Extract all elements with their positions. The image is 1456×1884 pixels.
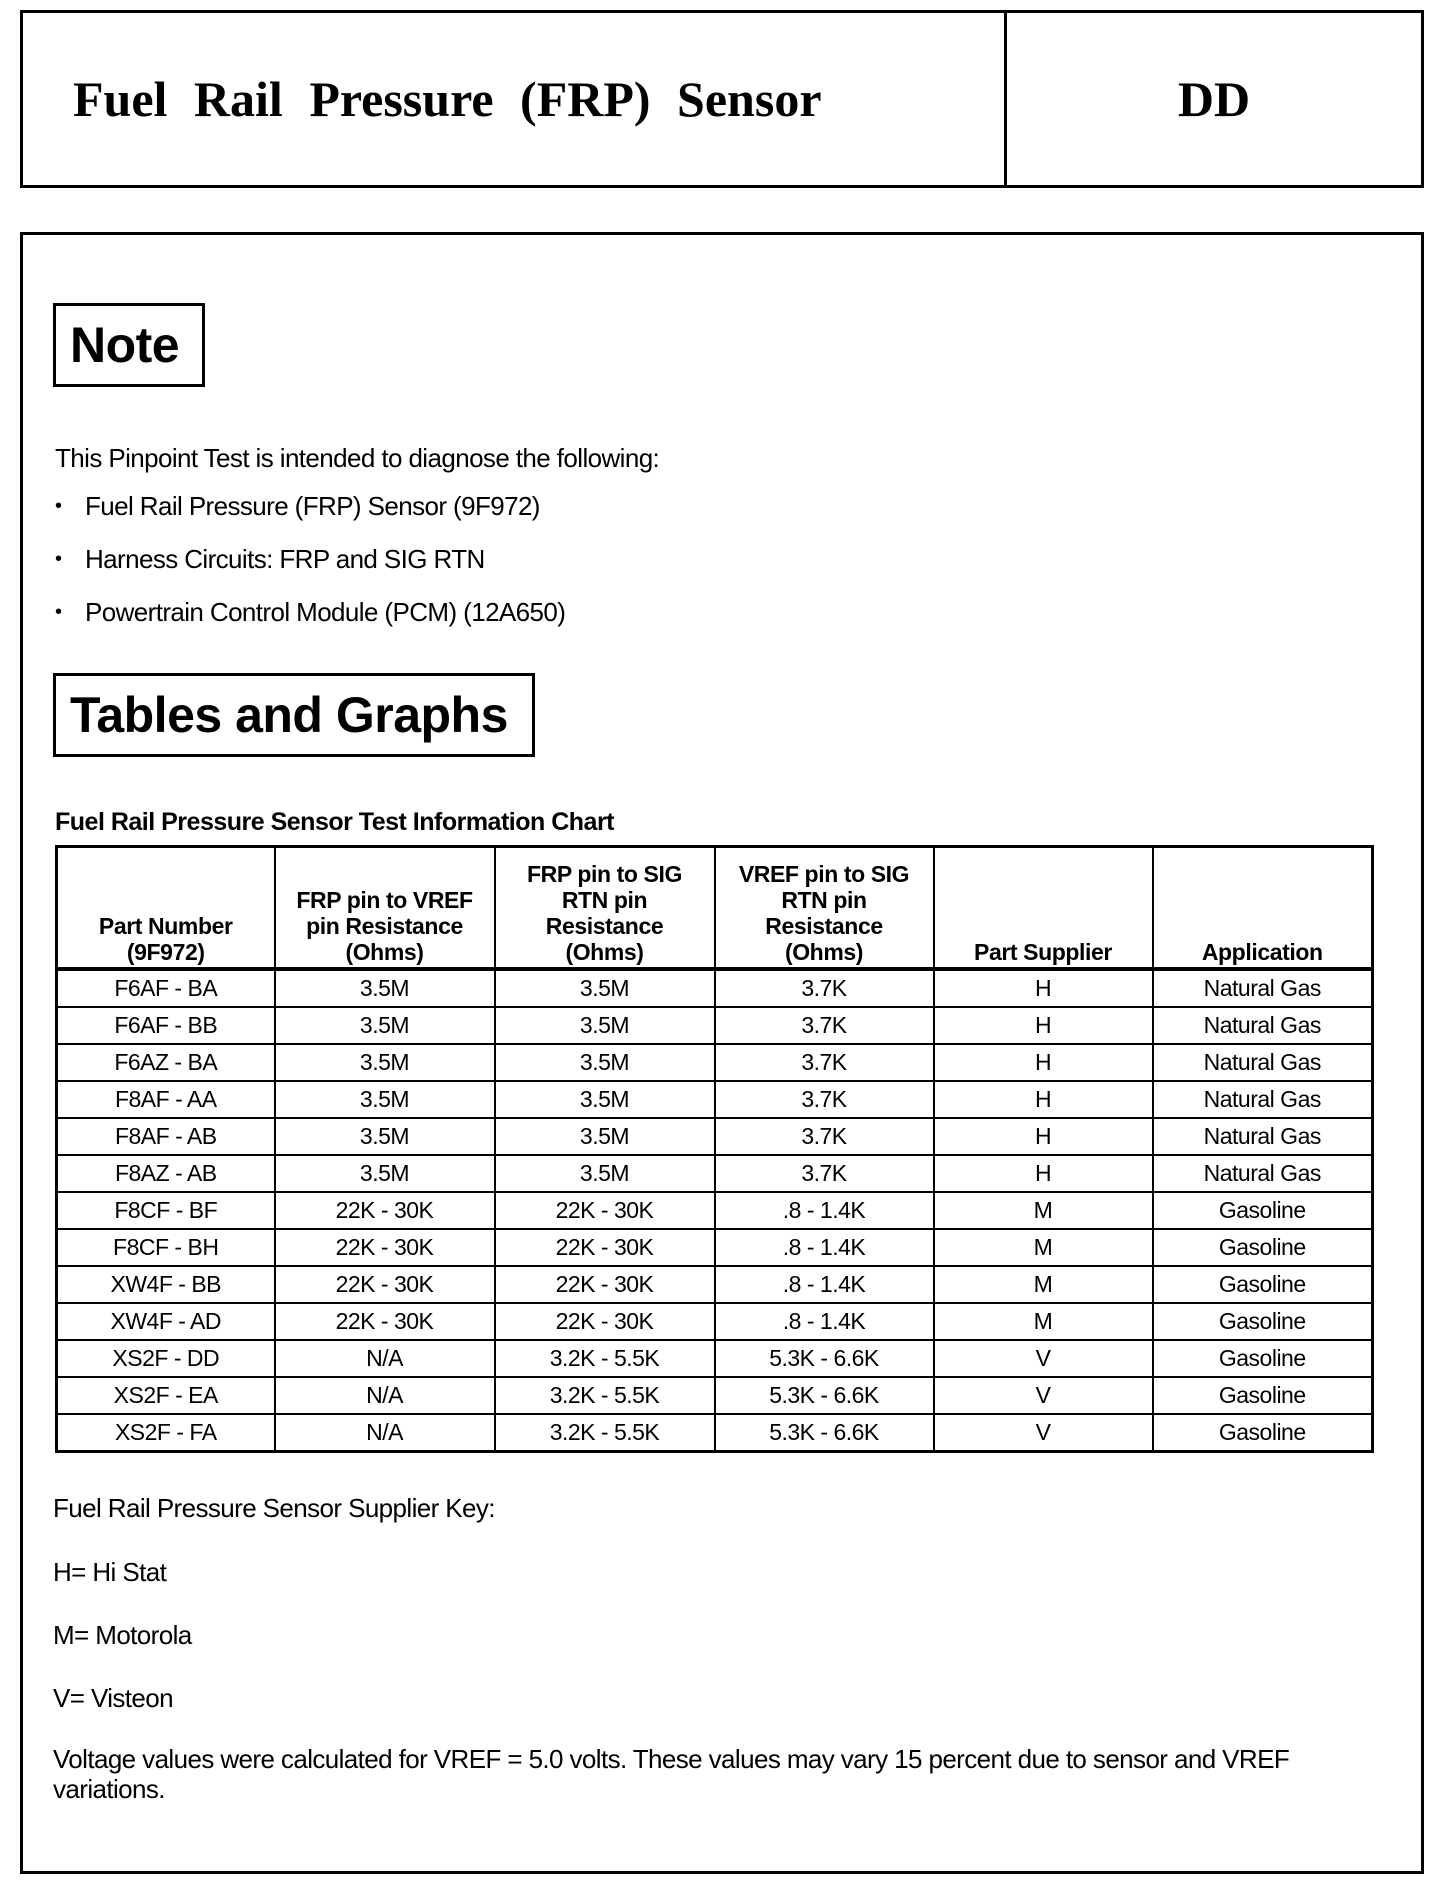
vref-to-sig-rtn-cell: .8 - 1.4K [715,1266,934,1303]
part-supplier-cell: M [934,1192,1153,1229]
application-cell: Gasoline [1153,1192,1373,1229]
frp-to-sig-rtn-cell: 3.5M [495,969,715,1007]
table-row [57,1044,1373,1081]
part-supplier-cell: V [934,1377,1153,1414]
table-row [57,1414,1373,1452]
bullet-icon: • [55,548,62,570]
frp-to-vref-cell: N/A [275,1414,495,1452]
page-title: Fuel Rail Pressure (FRP) Sensor [23,13,1007,185]
frp-to-vref-cell: 3.5M [275,1007,495,1044]
table-row [57,1192,1373,1229]
table-body [57,969,1373,1452]
part-supplier-cell: H [934,1007,1153,1044]
part-number-cell: F6AF - BA [57,969,275,1007]
application-cell: Natural Gas [1153,1044,1373,1081]
chart-title: Fuel Rail Pressure Sensor Test Information Chart [55,808,615,836]
part-supplier-cell: H [934,1044,1153,1081]
vref-to-sig-rtn-cell: 3.7K [715,969,934,1007]
frp-to-sig-rtn-cell: 22K - 30K [495,1303,715,1340]
application-cell: Gasoline [1153,1414,1373,1452]
part-supplier-cell: H [934,1081,1153,1118]
page-header [20,10,1424,188]
application-cell: Natural Gas [1153,1081,1373,1118]
supplier-key-title: Fuel Rail Pressure Sensor Supplier Key: [53,1493,495,1523]
table-row [57,1007,1373,1044]
part-supplier-cell: V [934,1414,1153,1452]
column-header-frp-to-sig-rtn: FRP pin to SIG RTN pin Resistance (Ohms) [495,847,715,970]
part-number-cell: F8AZ - AB [57,1155,275,1192]
bullet-icon: • [55,601,62,623]
frp-to-vref-cell: N/A [275,1340,495,1377]
table-row [57,1229,1373,1266]
frp-to-vref-cell: 22K - 30K [275,1192,495,1229]
frp-to-vref-cell: 22K - 30K [275,1229,495,1266]
frp-to-sig-rtn-cell: 22K - 30K [495,1266,715,1303]
application-cell: Gasoline [1153,1266,1373,1303]
table-row [57,1118,1373,1155]
sensor-test-information-table [55,845,1374,1453]
content-panel [20,232,1424,1874]
bullet-text: Harness Circuits: FRP and SIG RTN [85,544,485,574]
application-cell: Natural Gas [1153,1155,1373,1192]
frp-to-sig-rtn-cell: 3.2K - 5.5K [495,1340,715,1377]
frp-to-sig-rtn-cell: 3.2K - 5.5K [495,1414,715,1452]
frp-to-vref-cell: 3.5M [275,969,495,1007]
frp-to-sig-rtn-cell: 3.5M [495,1081,715,1118]
part-supplier-cell: M [934,1266,1153,1303]
part-number-cell: XS2F - FA [57,1414,275,1452]
list-item [55,544,565,597]
part-supplier-cell: H [934,1155,1153,1192]
bullet-text: Fuel Rail Pressure (FRP) Sensor (9F972) [85,491,540,521]
list-item [55,597,565,650]
application-cell: Gasoline [1153,1340,1373,1377]
vref-to-sig-rtn-cell: 3.7K [715,1081,934,1118]
part-supplier-cell: V [934,1340,1153,1377]
column-header-application: Application [1153,847,1373,970]
frp-to-sig-rtn-cell: 3.5M [495,1118,715,1155]
part-supplier-cell: H [934,1118,1153,1155]
frp-to-vref-cell: 22K - 30K [275,1266,495,1303]
pinpoint-test-code: DD [1177,71,1251,127]
table-row [57,1266,1373,1303]
column-header-part-number: Part Number (9F972) [57,847,275,970]
application-cell: Gasoline [1153,1377,1373,1414]
column-header-vref-to-sig-rtn: VREF pin to SIG RTN pin Resistance (Ohms) [715,847,934,970]
part-number-cell: F8AF - AA [57,1081,275,1118]
table-row [57,1155,1373,1192]
frp-to-vref-cell: 3.5M [275,1081,495,1118]
application-cell: Gasoline [1153,1303,1373,1340]
part-number-cell: XS2F - EA [57,1377,275,1414]
vref-to-sig-rtn-cell: 5.3K - 6.6K [715,1340,934,1377]
frp-to-vref-cell: 3.5M [275,1118,495,1155]
frp-to-sig-rtn-cell: 3.5M [495,1044,715,1081]
supplier-key-h: H= Hi Stat [53,1557,167,1587]
part-number-cell: F6AZ - BA [57,1044,275,1081]
frp-to-vref-cell: N/A [275,1377,495,1414]
column-header-part-supplier: Part Supplier [934,847,1153,970]
frp-to-vref-cell: 22K - 30K [275,1303,495,1340]
frp-to-sig-rtn-cell: 3.5M [495,1007,715,1044]
frp-to-sig-rtn-cell: 22K - 30K [495,1229,715,1266]
part-supplier-cell: M [934,1303,1153,1340]
note-intro: This Pinpoint Test is intended to diagnose the following: [55,443,660,473]
part-number-cell: XW4F - BB [57,1266,275,1303]
supplier-key-m: M= Motorola [53,1620,192,1650]
vref-to-sig-rtn-cell: 3.7K [715,1118,934,1155]
table-row [57,1377,1373,1414]
table-row [57,1340,1373,1377]
vref-to-sig-rtn-cell: 5.3K - 6.6K [715,1377,934,1414]
application-cell: Natural Gas [1153,1007,1373,1044]
application-cell: Gasoline [1153,1229,1373,1266]
frp-to-vref-cell: 3.5M [275,1155,495,1192]
frp-to-sig-rtn-cell: 3.5M [495,1155,715,1192]
table-row [57,969,1373,1007]
part-supplier-cell: H [934,969,1153,1007]
bullet-icon: • [55,495,62,517]
vref-to-sig-rtn-cell: 5.3K - 6.6K [715,1414,934,1452]
part-number-cell: XW4F - AD [57,1303,275,1340]
vref-to-sig-rtn-cell: .8 - 1.4K [715,1229,934,1266]
part-number-cell: F6AF - BB [57,1007,275,1044]
part-number-cell: F8CF - BH [57,1229,275,1266]
table-row [57,1081,1373,1118]
column-header-frp-to-vref: FRP pin to VREF pin Resistance (Ohms) [275,847,495,970]
supplier-key-v: V= Visteon [53,1683,174,1713]
vref-to-sig-rtn-cell: .8 - 1.4K [715,1303,934,1340]
note-bullet-list [55,491,565,650]
note-heading: Note [53,303,205,387]
bullet-text: Powertrain Control Module (PCM) (12A650) [85,597,566,627]
voltage-note: Voltage values were calculated for VREF = 5.0 volts. These values may vary 15 percent due to sensor and VREF variations. [53,1744,1290,1804]
vref-to-sig-rtn-cell: .8 - 1.4K [715,1192,934,1229]
vref-to-sig-rtn-cell: 3.7K [715,1044,934,1081]
part-number-cell: F8AF - AB [57,1118,275,1155]
part-number-cell: XS2F - DD [57,1340,275,1377]
tables-and-graphs-heading: Tables and Graphs [53,673,535,757]
frp-to-vref-cell: 3.5M [275,1044,495,1081]
list-item [55,491,565,544]
frp-to-sig-rtn-cell: 3.2K - 5.5K [495,1377,715,1414]
table-header-row [57,847,1373,970]
vref-to-sig-rtn-cell: 3.7K [715,1155,934,1192]
part-number-cell: F8CF - BF [57,1192,275,1229]
application-cell: Natural Gas [1153,1118,1373,1155]
application-cell: Natural Gas [1153,969,1373,1007]
vref-to-sig-rtn-cell: 3.7K [715,1007,934,1044]
part-supplier-cell: M [934,1229,1153,1266]
table-row [57,1303,1373,1340]
frp-to-sig-rtn-cell: 22K - 30K [495,1192,715,1229]
